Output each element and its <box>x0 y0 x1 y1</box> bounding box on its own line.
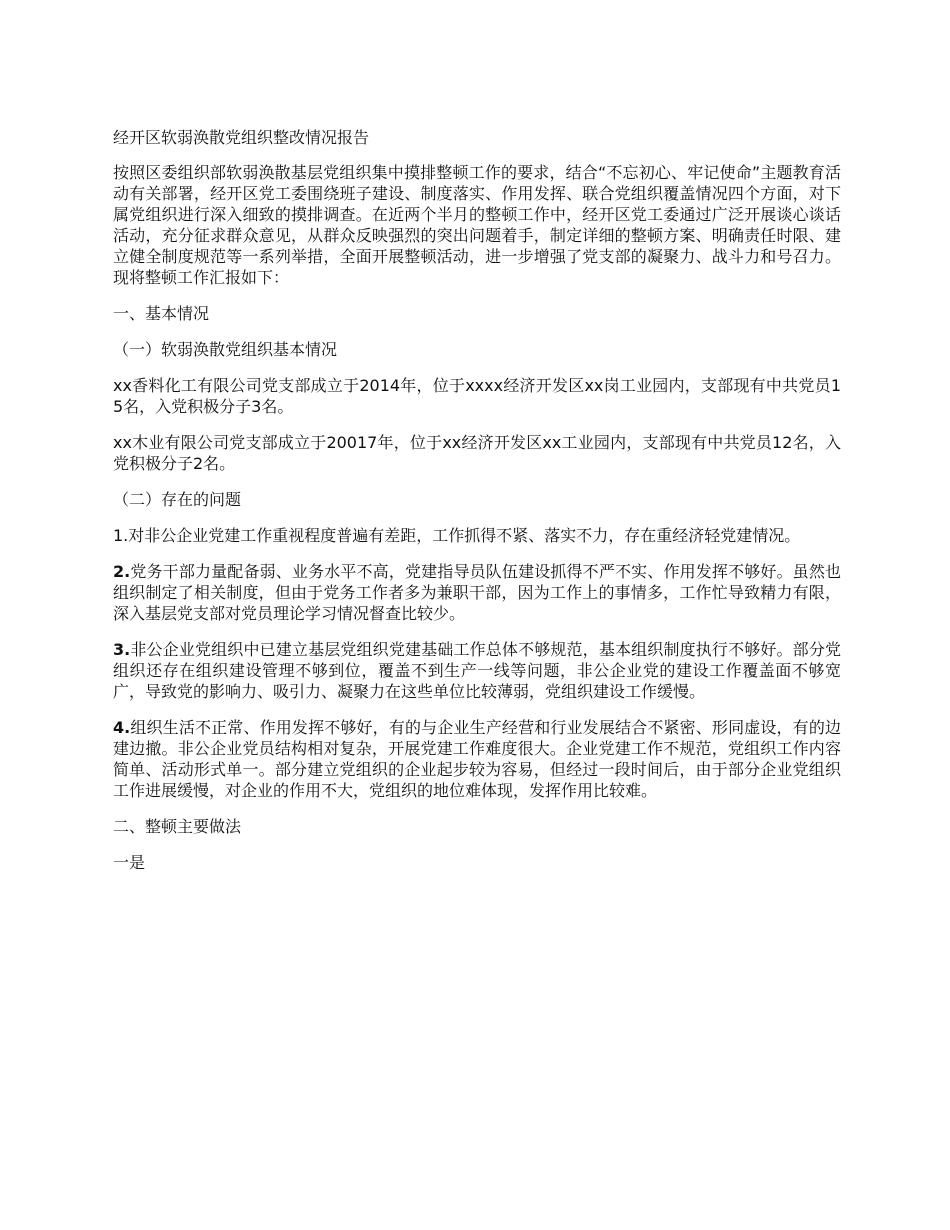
subsection-heading-problems: （二）存在的问题 <box>113 490 242 509</box>
problem-item <box>113 717 841 801</box>
problem-number: 3. <box>113 640 131 659</box>
problem-text: 党务干部力量配备弱、业务水平不高，党建指导员队伍建设抓得不严不实、作用发挥不够好。虽然也组织制定了相关制度，但由于党务工作者多为兼职干部，因为工作上的事情多，工作忙导致精力有限，深入基层党支部对党员理论学习情况督查比较少。 <box>113 562 841 623</box>
document-title: 经开区软弱涣散党组织整改情况报告 <box>113 128 370 147</box>
problem-text: 组织生活不正常、作用发挥不够好，有的与企业生产经营和行业发展结合不紧密、形同虚设，有的边建边撤。非公企业党员结构相对复杂，开展党建工作难度很大。企业党建工作不规范，党组织工作内容简单、活动形式单一。部分建立党组织的企业起步较为容易，但经过一段时间后，由于部分企业党组织工作进展缓慢，对企业的作用不大，党组织的地位难体现，发挥作用比较难。 <box>113 718 841 800</box>
section-heading-basic: 一、基本情况 <box>113 304 210 323</box>
problem-item <box>113 525 841 546</box>
section-heading-measures: 二、整顿主要做法 <box>113 817 242 836</box>
subsection-heading-basic-info: （一）软弱涣散党组织基本情况 <box>113 340 338 359</box>
problem-number: 1. <box>113 526 129 545</box>
problem-number: 4. <box>113 718 131 737</box>
problem-text: 对非公企业党建工作重视程度普遍有差距，工作抓得不紧、落实不力，存在重经济轻党建情况。 <box>128 526 801 545</box>
document-page <box>113 127 841 888</box>
problem-item <box>113 639 841 702</box>
problem-number: 2. <box>113 562 131 581</box>
problem-text: 非公企业党组织中已建立基层党组织党建基础工作总体不够规范，基本组织制度执行不够好。部分党组织还存在组织建设管理不够到位，覆盖不到生产一线等问题，非公企业党的建设工作覆盖面不够宽广，导致党的影响力、吸引力、凝聚力在这些单位比较薄弱，党组织建设工作缓慢。 <box>113 640 841 701</box>
org-paragraph-1: xx香料化工有限公司党支部成立于2014年，位于xxxx经济开发区xx岗工业园内，支部现有中共党员15名，入党积极分子3名。 <box>113 376 841 416</box>
problem-item <box>113 561 841 624</box>
intro-paragraph: 按照区委组织部软弱涣散基层党组织集中摸排整顿工作的要求，结合“不忘初心、牢记使命”主题教育活动有关部署，经开区党工委围绕班子建设、制度落实、作用发挥、联合党组织覆盖情况四个方面，对下属党组织进行深入细致的摸排调查。在近两个半月的整顿工作中，经开区党工委通过广泛开展谈心谈话活动，充分征求群众意见，从群众反映强烈的突出问题着手，制定详细的整顿方案、明确责任时限、建立健全制度规范等一系列举措，全面开展整顿活动，进一步增强了党支部的凝聚力、战斗力和号召力。现将整顿工作汇报如下： <box>113 163 841 287</box>
org-paragraph-2: xx木业有限公司党支部成立于20017年，位于xx经济开发区xx工业园内，支部现有中共党员12名，入党积极分子2名。 <box>113 433 841 473</box>
measures-first-line: 一是 <box>113 853 146 872</box>
